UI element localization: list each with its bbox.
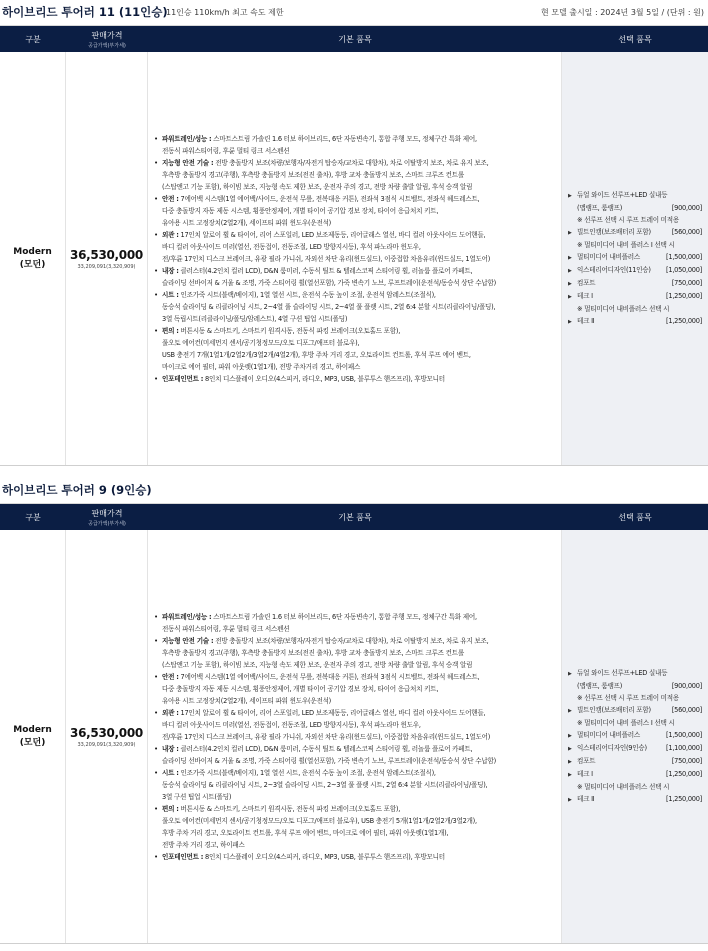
basic-item-category: 외관 : [162,230,179,239]
basic-item [153,803,559,851]
basic-item-line [162,361,559,373]
table-row [0,52,708,466]
option-label: 테크 Ⅰ [577,770,593,778]
basic-item-line [162,169,559,181]
triangle-right-icon: ▶ [568,746,572,752]
basic-item-category: 인포테인먼트 : [162,852,204,861]
options-list [568,667,702,806]
basic-item [153,767,559,803]
option-item [568,251,702,264]
triangle-right-icon: ▶ [568,268,572,274]
triangle-right-icon: ▶ [568,797,572,803]
basic-item-category: 시트 : [162,768,179,777]
option-price: [900,000] [671,204,702,212]
basic-item-text: 유아용 시트 고정장치(2열2개), 세이프티 파워 윈도우(운전석) [162,696,332,705]
option-note [568,303,702,315]
triangle-right-icon: ▶ [568,759,572,765]
section-title: 하이브리드 투어러 11 (11인승) [2,5,168,19]
basic-item-line [162,815,559,827]
triangle-right-icon: ▶ [568,230,572,236]
basic-item-line [162,301,559,313]
basic-item-text: 7에어백 시스템(1열 에어백/사이드, 운전석 무릎, 전복대응 커튼), 전좌석 3점식 시트벨트, 전좌석 헤드레스트, [178,672,480,681]
option-label: ※ 멀티미디어 내비 플러스 Ⅰ 선택 시 [577,719,675,727]
option-price: [900,000] [671,682,702,690]
header-basic-items: 기본 품목 [338,34,372,44]
basic-item [153,229,559,265]
basic-item-text: 바디 컬러 아웃사이드 미러(열선, 전동접이, 전동조절, LED 방향지시등), 후석 파노라마 윈도우, [162,720,421,729]
option-label: ※ 멀티미디어 내비플러스 선택 시 [577,783,670,791]
basic-item-text: 8인치 디스플레이 오디오(4스피커, 라디오, MP3, USB, 블루투스 핸즈프리), 후방모니터 [203,852,445,861]
basic-item-line [162,851,559,863]
option-label: 멀티미디어 내비플러스 [577,731,641,739]
price-cell [66,530,148,943]
basic-item [153,743,559,767]
option-price: [750,000] [671,757,702,765]
basic-item-line [162,827,559,839]
option-label: (맵램프, 룸램프) [577,682,623,690]
section-header [0,0,708,26]
basic-item-text: 스마트스트림 가솔린 1.6 터보 하이브리드, 6단 자동변속기, 통합 주행 모드, 정체구간 특화 제어, [211,612,477,621]
option-label: ※ 멀티미디어 내비플러스 선택 시 [577,305,670,313]
basic-item-category: 안전 : [162,672,179,681]
basic-item-text: 바디 컬러 아웃사이드 미러(열선, 전동접이, 전동조절, LED 방향지시등), 후석 파노라마 윈도우, [162,242,421,251]
basic-item-text: 슬라이딩 선바이저 & 거울 & 조명, 가죽 스티어링 휠(열선포함), 가죽 변속기 노브, 루프트레이(운전석/동승석 상단 수납함) [162,756,496,765]
basic-item-text: 후방 주차 거리 경고, 오토라이트 컨트롤, 후석 루프 에어 벤트, 마이크로 에어 필터, 파워 아웃렛(1열1개), [162,828,449,837]
table-header [0,26,708,52]
option-item [568,667,702,680]
basic-item-line [162,731,559,743]
basic-item-text: 스마트스트림 가솔린 1.6 터보 하이브리드, 6단 자동변속기, 통합 주행 모드, 정체구간 특화 제어, [211,134,477,143]
option-price: [560,000] [671,706,702,714]
basic-item-line [162,779,559,791]
model-name: Modern (모던) [0,52,66,465]
basic-item-category: 지능형 안전 기술 : [162,158,214,167]
triangle-right-icon: ▶ [568,319,572,325]
section-tourer-11 [0,0,708,466]
sale-price: 36,530,000 [70,725,143,740]
basic-item-line [162,217,559,229]
basic-item-line [162,265,559,277]
option-label: ※ 선루프 선택 시 루프 트레이 미적용 [577,694,680,702]
option-note [568,717,702,729]
option-item [568,742,702,755]
option-item [568,315,702,328]
option-note [568,214,702,226]
option-item [568,277,702,290]
option-price: [750,000] [671,279,702,287]
option-price: [1,250,000] [666,770,702,778]
option-item [568,793,702,806]
option-label: 테크 Ⅱ [577,317,595,325]
basic-item [153,635,559,671]
basic-item-text: 다중 충돌방지 자동 제동 시스템, 횡풍안정제어, 개별 타이어 공기압 경보 장치, 타이어 응급처치 키트, [162,206,439,215]
basic-item-category: 내장 : [162,266,179,275]
basic-item-line [162,683,559,695]
basic-item-line [162,277,559,289]
triangle-right-icon: ▶ [568,294,572,300]
basic-item [153,851,559,863]
option-price: [1,500,000] [666,731,702,739]
option-note [568,239,702,251]
basic-item-text: 전방 주차 거리 경고, 하이패스 [162,840,245,849]
basic-item [153,193,559,229]
header-options: 선택 품목 [618,512,652,522]
basic-item-category: 안전 : [162,194,179,203]
basic-item-text: 7에어백 시스템(1열 에어백/사이드, 운전석 무릎, 전복대응 커튼), 전좌석 3점식 시트벨트, 전좌석 헤드레스트, [178,194,480,203]
basic-item-line [162,719,559,731]
basic-item-line [162,181,559,193]
basic-item-line [162,803,559,815]
option-price: [1,250,000] [666,317,702,325]
option-label: (맵램프, 룸램프) [577,204,623,212]
basic-item-line [162,205,559,217]
basic-item-text: 동승석 슬라이딩 & 리클라이닝 시트, 2~4열 풀 슬라이딩 시트, 2~4열 풀 플랫 시트, 2열 6:4 분할 시트(리클라이닝/폴딩), [162,302,496,311]
header-options: 선택 품목 [618,34,652,44]
basic-item-text: 마이크로 에어 필터, 파워 아웃렛(1열1개), 전방 주차거리 경고, 하이패스 [162,362,361,371]
basic-item [153,707,559,743]
option-item [568,264,702,277]
basic-items-list [153,133,559,385]
basic-item-line [162,791,559,803]
table-row [0,530,708,944]
basic-item-line [162,743,559,755]
basic-item [153,265,559,289]
table-header [0,504,708,530]
triangle-right-icon: ▶ [568,193,572,199]
basic-item-line [162,289,559,301]
option-label: 컴포트 [577,757,596,765]
options-cell [562,530,708,943]
option-item [568,729,702,742]
option-item [568,290,702,303]
basic-item-line [162,193,559,205]
triangle-right-icon: ▶ [568,708,572,714]
triangle-right-icon: ▶ [568,671,572,677]
option-label: 테크 Ⅰ [577,292,593,300]
basic-item-line [162,313,559,325]
basic-item-category: 파워트레인/성능 : [162,612,212,621]
basic-item-line [162,839,559,851]
basic-item-line [162,707,559,719]
basic-item-text: 슬라이딩 선바이저 & 거울 & 조명, 가죽 스티어링 휠(열선포함), 가죽 변속기 노브, 루프트레이(운전석/동승석 상단 수납함) [162,278,496,287]
basic-item-line [162,157,559,169]
basic-item-text: 전방 충돌방지 보조(차량/보행자/자전거 탑승자/교차로 대향차), 차로 이탈방지 보조, 차로 유지 보조, [213,158,489,167]
basic-item-text: 후측방 충돌방지 경고(주행), 후측방 충돌방지 보조(전진 출차), 후방 교차 충돌방지 보조, 스마트 크루즈 컨트롤 [162,170,464,179]
basic-item-text: 전동식 파워스티어링, 후륜 멀티 링크 서스펜션 [162,624,290,633]
option-item [568,226,702,239]
basic-item-category: 외관 : [162,708,179,717]
option-item [568,680,702,692]
option-item [568,704,702,717]
supply-price: 33,209,091(3,320,909) [77,263,136,270]
basic-item-text: 클러스터(4.2인치 컬러 LCD), D&N 룸미러, 수동식 틸트 & 텔레스코픽 스티어링 휠, 러놀륨 플로어 카페트, [178,744,473,753]
basic-item [153,133,559,157]
basic-item-text: (스탑앤고 기능 포함), 하이빔 보조, 지능형 속도 제한 보조, 운전자 주의 경고, 전방 차량 출발 알림, 후석 승객 알림 [162,660,473,669]
triangle-right-icon: ▶ [568,733,572,739]
basic-item [153,325,559,373]
sale-price: 36,530,000 [70,247,143,262]
basic-item-text: 풀오토 에어컨(미세먼지 센서/공기청정모드/오토 디포그/애프터 블로우), USB 충전기 5개(1열1개/2열2개/3열2개), [162,816,477,825]
model-name: Modern (모던) [0,530,66,943]
basic-item-text: 유아용 시트 고정장치(2열2개), 세이프티 파워 윈도우(운전석) [162,218,332,227]
basic-item-text: USB 충전기 7개(1열1개/2열2개/3열2개/4열2개), 후방 주차 거리 경고, 오토라이트 컨트롤, 후석 루프 에어 벤트, [162,350,471,359]
basic-item-text: 버튼시동 & 스마트키, 스마트키 원격시동, 전동식 파킹 브레이크(오토홀드 포함), [178,804,401,813]
option-price: [1,050,000] [666,266,702,274]
basic-item [153,157,559,193]
basic-item-text: 클러스터(4.2인치 컬러 LCD), D&N 룸미러, 수동식 틸트 & 텔레스코픽 스티어링 휠, 러놀륨 플로어 카페트, [178,266,473,275]
options-cell [562,52,708,465]
option-item [568,768,702,781]
option-price: [1,500,000] [666,253,702,261]
supply-price: 33,209,091(3,320,909) [77,741,136,748]
basic-item-text: 후측방 충돌방지 경고(주행), 후측방 충돌방지 보조(전진 출차), 후방 교차 충돌방지 보조, 스마트 크루즈 컨트롤 [162,648,464,657]
basic-item-line [162,253,559,265]
basic-item-line [162,695,559,707]
triangle-right-icon: ▶ [568,281,572,287]
basic-item-category: 인포테인먼트 : [162,374,204,383]
basic-item-text: 전/후륜 17인치 디스크 브레이크, 유광 필라 가니쉬, 자외선 차단 유리(윈드실드), 이중접합 차음유리(윈드실드, 1열도어) [162,732,491,741]
option-label: 빌트인캠(보조배터리 포함) [577,706,651,714]
basic-items-cell [148,530,562,943]
basic-item-text: 3열 구션 팁업 시트(폴딩) [162,792,232,801]
basic-item-line [162,659,559,671]
basic-item-text: 8인치 디스플레이 오디오(4스피커, 라디오, MP3, USB, 블루투스 핸즈프리), 후방모니터 [203,374,445,383]
section-subtitle: 11인승 110km/h 최고 속도 제한 [166,8,284,17]
basic-item-text: 전방 충돌방지 보조(차량/보행자/자전거 탑승자/교차로 대향차), 차로 이탈방지 보조, 차로 유지 보조, [213,636,489,645]
section-title: 하이브리드 투어러 9 (9인승) [2,483,152,497]
basic-item-line [162,635,559,647]
basic-item-category: 편의 : [162,804,179,813]
basic-item-line [162,337,559,349]
basic-item-text: 동승석 슬라이딩 & 리클라이닝 시트, 2~3열 슬라이딩 시트, 2~3열 풀 플랫 시트, 2열 6:4 분할 시트(리클라이닝/폴딩), [162,780,488,789]
section-tourer-9 [0,478,708,944]
option-price: [1,250,000] [666,292,702,300]
basic-item-category: 시트 : [162,290,179,299]
basic-item [153,289,559,325]
option-item [568,189,702,202]
header-price: 판매가격 공급가액(부가세) [88,30,126,49]
triangle-right-icon: ▶ [568,255,572,261]
basic-item-line [162,373,559,385]
basic-item-line [162,671,559,683]
basic-item-text: 3열 독립시트(리클라이닝/폴딩/암레스트), 4열 구션 팁업 시트(폴딩) [162,314,348,323]
option-label: 멀티미디어 내비플러스 [577,253,641,261]
section-header [0,478,708,504]
basic-item-text: 다중 충돌방지 자동 제동 시스템, 횡풍안정제어, 개별 타이어 공기압 경보 장치, 타이어 응급처치 키트, [162,684,439,693]
option-price: [560,000] [671,228,702,236]
option-label: 듀얼 와이드 선루프+LED 실내등 [577,669,668,677]
triangle-right-icon: ▶ [568,772,572,778]
basic-item-category: 지능형 안전 기술 : [162,636,214,645]
basic-item-line [162,325,559,337]
basic-item-text: 17인치 알로이 휠 & 타이어, 리어 스포일러, LED 보조제동등, 리어글래스 열선, 바디 컬러 아웃사이드 도어핸들, [178,708,486,717]
release-date-note: 현 모델 출시일 : 2024년 3월 5일 / (단위 : 원) [540,8,704,17]
basic-item-line [162,133,559,145]
basic-item-line [162,611,559,623]
header-price: 판매가격 공급가액(부가세) [88,508,126,527]
basic-items-cell [148,52,562,465]
header-basic-items: 기본 품목 [338,512,372,522]
basic-item-line [162,229,559,241]
option-label: ※ 선루프 선택 시 루프 트레이 미적용 [577,216,680,224]
option-label: 빌트인캠(보조배터리 포함) [577,228,651,236]
basic-item-line [162,145,559,157]
option-label: 익스테리어디자인(11인승) [577,266,651,274]
basic-item-line [162,349,559,361]
basic-item-category: 내장 : [162,744,179,753]
basic-item [153,671,559,707]
price-cell [66,52,148,465]
basic-item-text: 전/후륜 17인치 디스크 브레이크, 유광 필라 가니쉬, 자외선 차단 유리(윈드실드), 이중접합 차음유리(윈드실드, 1열도어) [162,254,491,263]
option-note [568,781,702,793]
basic-item-text: 전동식 파워스티어링, 후륜 멀티 링크 서스펜션 [162,146,290,155]
header-category: 구분 [25,34,41,44]
option-price: [1,100,000] [666,744,702,752]
basic-item [153,611,559,635]
option-label: 익스테리어디자인(9인승) [577,744,647,752]
basic-item-line [162,767,559,779]
basic-item-line [162,241,559,253]
basic-item-category: 파워트레인/성능 : [162,134,212,143]
basic-item-line [162,647,559,659]
option-price: [1,250,000] [666,795,702,803]
header-category: 구분 [25,512,41,522]
option-item [568,755,702,768]
basic-items-list [153,611,559,863]
option-label: 컴포트 [577,279,596,287]
option-note [568,692,702,704]
basic-item-text: 인조가죽 시트(블랙/베이지), 1열 열선 시트, 운전석 수동 높이 조절, 운전석 암레스트(조절식), [178,290,436,299]
basic-item [153,373,559,385]
option-item [568,202,702,214]
option-label: 듀얼 와이드 선루프+LED 실내등 [577,191,668,199]
basic-item-text: 풀오토 에어컨(미세먼지 센서/공기청정모드/오토 디포그/애프터 블로우), [162,338,360,347]
option-label: ※ 멀티미디어 내비 플러스 Ⅰ 선택 시 [577,241,675,249]
basic-item-text: (스탑앤고 기능 포함), 하이빔 보조, 지능형 속도 제한 보조, 운전자 주의 경고, 전방 차량 출발 알림, 후석 승객 알림 [162,182,473,191]
basic-item-line [162,623,559,635]
basic-item-text: 버튼시동 & 스마트키, 스마트키 원격시동, 전동식 파킹 브레이크(오토홀드 포함), [178,326,401,335]
basic-item-category: 편의 : [162,326,179,335]
basic-item-line [162,755,559,767]
option-label: 테크 Ⅱ [577,795,595,803]
basic-item-text: 인조가죽 시트(블랙/베이지), 1열 열선 시트, 운전석 수동 높이 조절, 운전석 암레스트(조절식), [178,768,436,777]
basic-item-text: 17인치 알로이 휠 & 타이어, 리어 스포일러, LED 보조제동등, 리어글래스 열선, 바디 컬러 아웃사이드 도어핸들, [178,230,486,239]
options-list [568,189,702,328]
